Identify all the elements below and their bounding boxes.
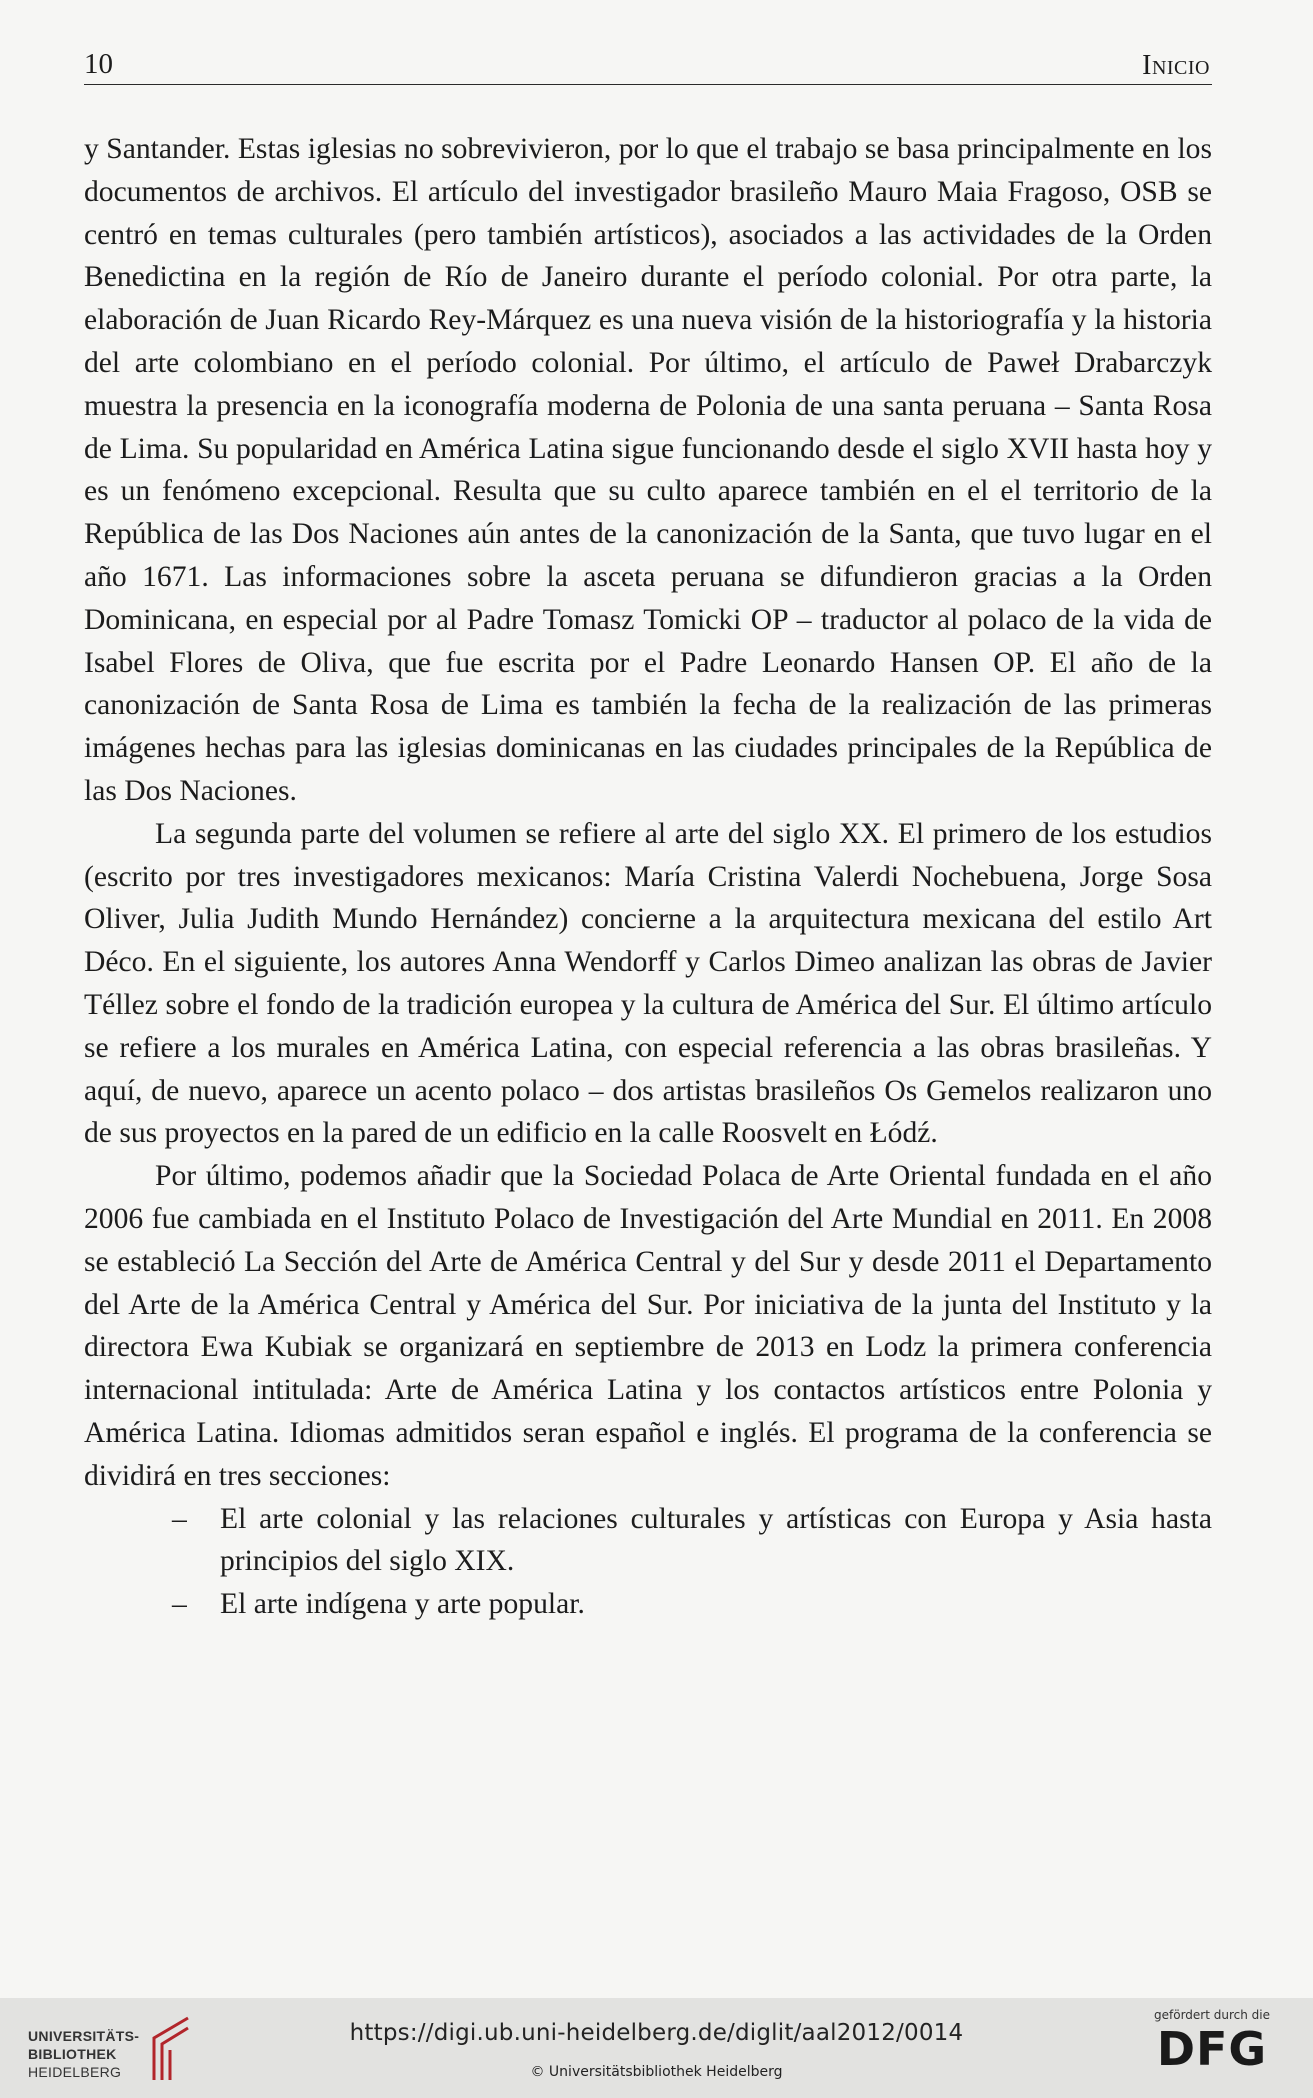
sections-list <box>84 1498 1212 1626</box>
list-item <box>84 1498 1212 1584</box>
digitization-footer <box>0 1998 1313 2098</box>
funder-logo-text: DFG <box>1156 2022 1268 2076</box>
running-head <box>84 44 1212 85</box>
copyright-notice: © Universitätsbibliothek Heidelberg <box>530 2064 783 2080</box>
list-item-text: El arte colonial y las relaciones culturales y artísticas con Europa y Asia hasta principios del siglo XIX. <box>220 1502 1212 1578</box>
permalink-url[interactable]: https://digi.ub.uni-heidelberg.de/diglit/aal2012/0014 <box>349 2020 964 2046</box>
section-title: Inicio <box>1142 50 1210 81</box>
page-number: 10 <box>84 48 113 80</box>
list-item <box>84 1583 1212 1626</box>
funder-note: gefördert durch die <box>1154 2008 1270 2022</box>
library-name-line2: BIBLIOTHEK <box>28 2046 117 2062</box>
paragraph-3: Por último, podemos añadir que la Sociedad Polaca de Arte Oriental fundada en el año 2006 fue cambiada en el Instituto Polaco de Investigación del Arte Mundial en 2011. En 2008 se estableció La Sección del Arte de América Central y del Sur y desde 2011 el Departamento del Arte de la América Central y América del Sur. Por iniciativa de la junta del Instituto y la directora Ewa Kubiak se organizará en septiembre de 2013 en Lodz la primera conferencia internacional intitulada: Arte de América Latina y los contactos artísticos entre Polonia y América Latina. Idiomas admitidos seran español e inglés. El programa de la conferencia se dividirá en tres secciones: <box>84 1160 1212 1492</box>
list-item-text: El arte indígena y arte popular. <box>220 1588 585 1621</box>
bullet-dash: – <box>172 1588 187 1621</box>
bullet-dash: – <box>172 1502 187 1535</box>
dfg-logo[interactable] <box>1147 2008 1277 2088</box>
paragraph-1: y Santander. Estas iglesias no sobrevivieron, por lo que el trabajo se basa principalmente en los documentos de archivos. El artículo del investigador brasileño Mauro Maia Fragoso, OSB se centró en temas culturales (pero también artísticos), asociados a las actividades de la Orden Benedictina en la región de Río de Janeiro durante el período colonial. Por otra parte, la elaboración de Juan Ricardo Rey-Márquez es una nueva visión de la historiografía y la historia del arte colombiano en el período colonial. Por último, el artículo de Paweł Drabarczyk muestra la presencia en la iconografía moderna de Polonia de una santa peruana – Santa Rosa de Lima. Su popularidad en América Latina sigue funcionando desde el siglo XVII hasta hoy y es un fenómeno excepcional. Resulta que su culto aparece también en el el territorio de la República de las Dos Naciones aún antes de la canonización de la Santa, que tuvo lugar en el año 1671. Las informaciones sobre la asceta peruana se difundieron gracias a la Orden Dominicana, en especial por al Padre Tomasz Tomicki OP – traductor al polaco de la vida de Isabel Flores de Oliva, que fue escrita por el Padre Leonardo Hansen OP. El año de la canonización de Santa Rosa de Lima es también la fecha de la realización de las primeras imágenes hechas para las iglesias dominicanas en las ciudades principales de la República de las Dos Naciones. <box>84 133 1212 807</box>
library-name-line1: UNIVERSITÄTS- <box>28 2028 140 2044</box>
paragraph-2: La segunda parte del volumen se refiere al arte del siglo XX. El primero de los estudios (escrito por tres investigadores mexicanos: María Cristina Valerdi Nochebuena, Jorge Sosa Oliver, Julia Judith Mundo Hernández) concierne a la arquitectura mexicana del estilo Art Déco. En el siguiente, los autores Anna Wendorff y Carlos Dimeo analizan las obras de Javier Téllez sobre el fondo de la tradición europea y la cultura de América del Sur. El último artículo se refiere a los murales en América Latina, con especial referencia a las obras brasileñas. Y aquí, de nuevo, aparece un acento polaco – dos artistas brasileños Os Gemelos realizaron uno de sus proyectos en la pared de un edificio en la calle Roosvelt en Łódź. <box>84 817 1212 1150</box>
body-text <box>84 128 1212 1626</box>
library-name-line3: HEIDELBERG <box>28 2064 122 2080</box>
